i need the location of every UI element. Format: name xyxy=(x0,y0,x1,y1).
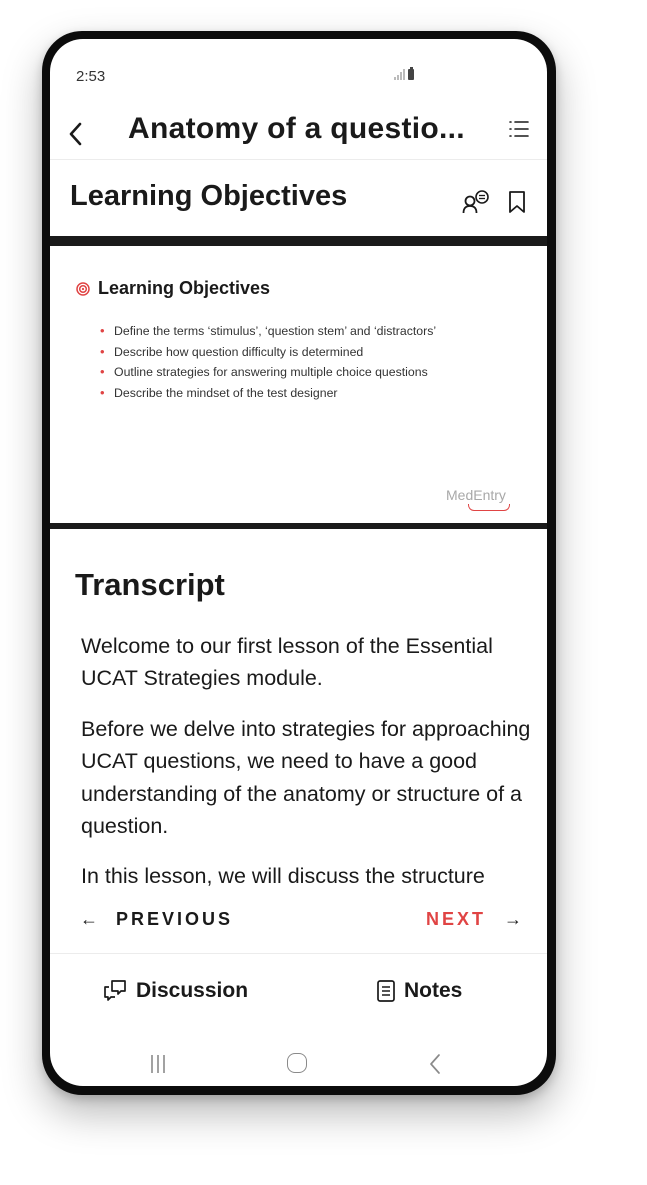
medentry-logo: MedEntry xyxy=(446,487,506,503)
status-bar xyxy=(50,39,547,99)
logo-underline xyxy=(468,504,510,511)
slide-heading xyxy=(76,278,270,299)
transcript-body[interactable] xyxy=(81,630,531,905)
lesson-title: Anatomy of a questio... xyxy=(128,112,465,145)
list-item: • Outline strategies for answering multiple choice questions xyxy=(100,362,436,383)
notes-icon xyxy=(376,979,396,1003)
list-item: • Describe how question difficulty is determined xyxy=(100,342,436,363)
notes-button[interactable] xyxy=(376,979,462,1003)
section-title: Learning Objectives xyxy=(70,180,348,212)
transcript-paragraph: Before we delve into strategies for approaching UCAT questions, we need to have a good understanding of the anatomy or structure of a question. xyxy=(81,716,531,839)
discussion-label: Discussion xyxy=(136,979,249,1002)
section-header xyxy=(50,160,547,235)
status-time: 2:53 xyxy=(76,68,106,85)
previous-button[interactable] xyxy=(80,909,233,930)
transcript-paragraph: Welcome to our first lesson of the Essential UCAT Strategies module. xyxy=(81,634,493,691)
notes-label: Notes xyxy=(404,979,463,1002)
target-icon xyxy=(76,282,90,296)
arrow-left-icon: ← xyxy=(80,909,98,929)
transcript-paragraph: In this lesson, we will discuss the structure xyxy=(81,864,485,889)
phone-frame xyxy=(42,31,556,1095)
home-button[interactable] xyxy=(287,1053,307,1073)
bottom-actions xyxy=(50,969,547,1029)
next-label: NEXT xyxy=(426,909,487,929)
mentor-chat-icon[interactable] xyxy=(462,190,490,216)
transcript-heading: Transcript xyxy=(75,567,225,602)
divider xyxy=(50,953,547,954)
slide-title: Learning Objectives xyxy=(98,278,271,298)
arrow-right-icon[interactable]: → xyxy=(504,909,522,929)
list-icon[interactable] xyxy=(508,118,530,140)
lesson-slide[interactable] xyxy=(50,236,547,529)
slide-content xyxy=(50,246,547,523)
discussion-button[interactable] xyxy=(102,979,248,1003)
screen xyxy=(50,39,547,1086)
system-icons xyxy=(394,69,414,80)
system-back-button[interactable] xyxy=(428,1053,442,1075)
signal-icon xyxy=(394,69,405,80)
recent-apps-button[interactable] xyxy=(148,1054,168,1074)
list-item: • Describe the mindset of the test designer xyxy=(100,383,436,404)
system-nav-bar xyxy=(50,1034,547,1086)
back-button[interactable] xyxy=(68,111,84,155)
previous-label: PREVIOUS xyxy=(116,909,234,929)
list-item: • Define the terms ‘stimulus’, ‘question stem’ and ‘distractors’ xyxy=(100,321,436,342)
next-button[interactable] xyxy=(426,909,486,930)
top-app-bar xyxy=(50,105,547,160)
bookmark-icon[interactable] xyxy=(508,190,526,214)
battery-icon xyxy=(408,69,414,80)
chevron-left-icon xyxy=(68,121,84,147)
lesson-navigation xyxy=(50,909,547,951)
discussion-icon xyxy=(102,979,128,1003)
objectives-list xyxy=(100,321,436,403)
